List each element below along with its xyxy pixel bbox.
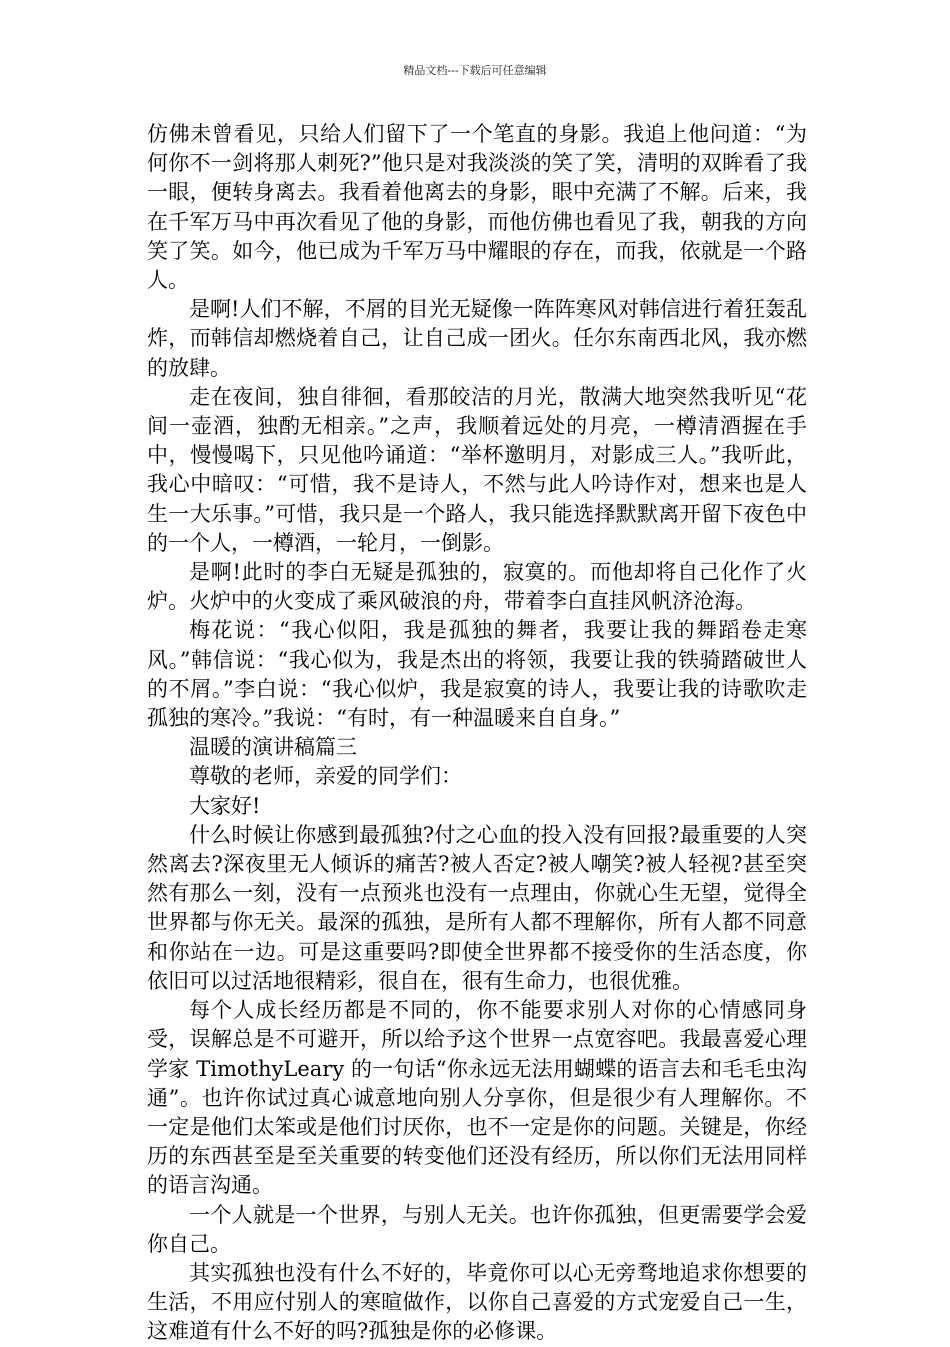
greeting: 大家好!: [189, 793, 261, 818]
paragraph-5: 梅花说：“我心似阳，我是孤独的舞者，我要让我的舞蹈卷走寒风。”韩信说：“我心似为，我是杰出的将领，我要让我的铁骑踏破世人的不屑。”李白说：“我心似炉，我是寂寞的诗人，我要让我的诗歌吹走孤独的寒冷。”我说：“有时，有一种温暖来自自身。”: [147, 618, 807, 731]
paragraph-3: 走在夜间，独自徘徊，看那皎洁的月光，散满大地突然我听见“花间一壶酒，独酌无相亲。”之声，我顺着远处的月亮，一樽清酒握在手中，慢慢喝下，只见他吟诵道：“举杯邀明月，对影成三人。”我听此，我心中暗叹：“可惜，我不是诗人，不然与此人吟诗作对，想来也是人生一大乐事。”可惜，我只是一个路人，我只能选择默默离开留下夜色中的一个人，一樽酒，一轮月，一倒影。: [147, 384, 807, 555]
paragraph-4: 是啊!此时的李白无疑是孤独的，寂寞的。而他却将自己化作了火炉。火炉中的火变成了乘风破浪的舟，带着李白直挂风帆济沧海。: [147, 560, 807, 614]
paragraph-11: 一个人就是一个世界，与别人无关。也许你孤独，但更需要学会爱你自己。: [147, 1202, 807, 1256]
salutation: 尊敬的老师，亲爱的同学们：: [189, 764, 462, 789]
page-header: 精品文档---下载后可任意编辑: [403, 64, 547, 77]
paragraph-2: 是啊!人们不解，不屑的目光无疑像一阵阵寒风对韩信进行着狂轰乱炸，而韩信却燃烧着自己，让自己成一团火。任尔东南西北风，我亦燃的放肆。: [147, 297, 807, 380]
paragraph-9: 什么时候让你感到最孤独?付之心血的投入没有回报?最重要的人突然离去?深夜里无人倾诉的痛苦?被人否定?被人嘲笑?被人轻视?甚至突然有那么一刻，没有一点预兆也没有一点理由，你就心生无望，觉得全世界都与你无关。最深的孤独，是所有人都不理解你，所有人都不同意和你站在一边。可是这重要吗?即使全世界都不接受你的生活态度，你依旧可以过活地很精彩，很自在，很有生命力，也很优雅。: [147, 822, 807, 993]
section-title: 温暖的演讲稿篇三: [189, 735, 357, 760]
paragraph-10: 每个人成长经历都是不同的，你不能要求别人对你的心情感同身受，误解总是不可避开，所以给予这个世界一点宽容吧。我最喜爱心理学家 TimothyLeary 的一句话“你永远无法用蝴蝶的语言去和毛毛虫沟通”。也许你试过真心诚意地向别人分享你，但是很少有人理解你。不一定是他们太笨或是他们讨厌你，也不一定是你的问题。关键是，你经历的东西甚至是至关重要的转变他们还没有经历，所以你们无法用同样的语言沟通。: [147, 998, 807, 1198]
document-body: [147, 120, 807, 1347]
paragraph-12: 其实孤独也没有什么不好的，毕竟你可以心无旁骛地追求你想要的生活，不用应付别人的寒暄做作，以你自己喜爱的方式宠爱自己一生，这难道有什么不好的吗?孤独是你的必修课。: [147, 1260, 807, 1344]
paragraph-1: 仿佛未曾看见，只给人们留下了一个笔直的身影。我追上他问道：“为何你不一剑将那人刺死?”他只是对我淡淡的笑了笑，清明的双眸看了我一眼，便转身离去。我看着他离去的身影，眼中充满了不解。后来，我在千军万马中再次看见了他的身影，而他仿佛也看见了我，朝我的方向笑了笑。如今，他已成为千军万马中耀眼的存在，而我，依就是一个路人。: [147, 122, 807, 293]
